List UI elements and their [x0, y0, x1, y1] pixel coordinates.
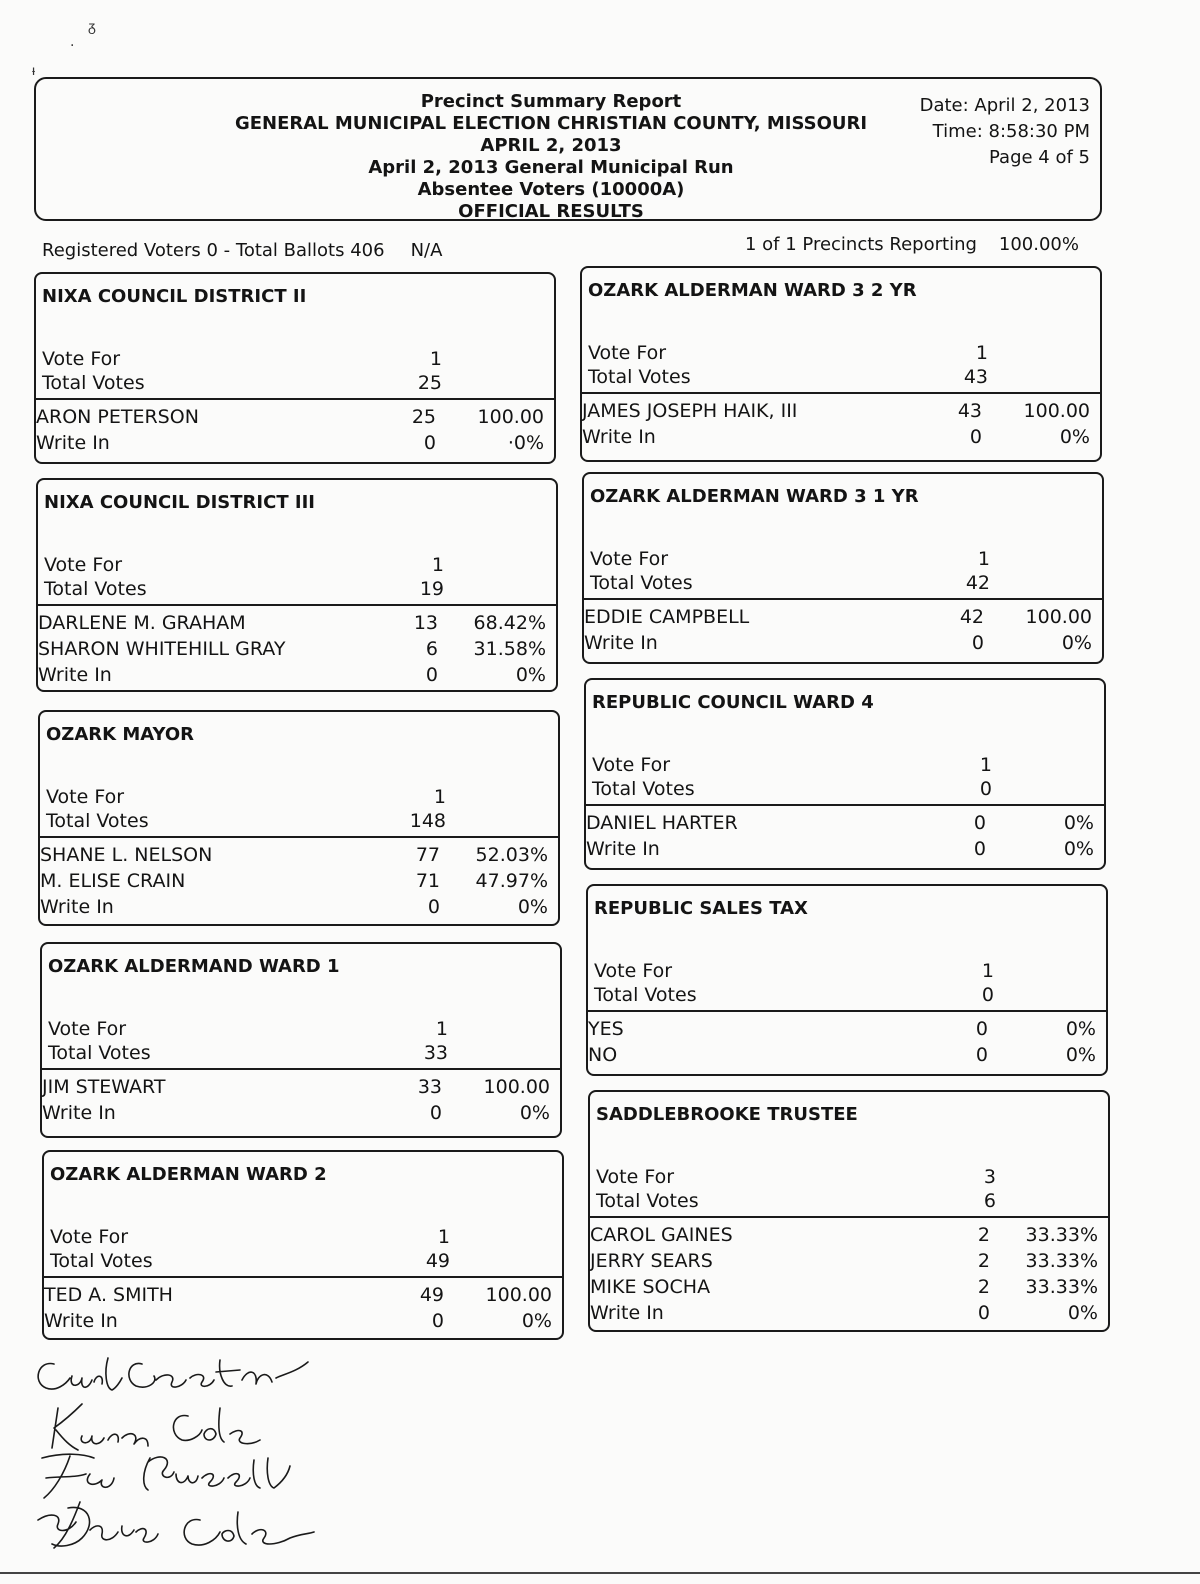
results-divider	[40, 836, 558, 838]
total-votes-value: 42	[965, 572, 990, 594]
total-votes-row	[48, 1042, 548, 1066]
total-votes-label: Total Votes	[588, 366, 691, 388]
candidate-row	[36, 432, 554, 458]
report-title: Precinct Summary Report	[420, 91, 682, 112]
candidate-percent: 100.00	[1025, 606, 1092, 628]
reporting-percent: 100.00%	[998, 234, 1079, 255]
candidate-votes: 71	[415, 870, 440, 892]
results-divider	[586, 804, 1104, 806]
candidate-name: Write In	[590, 1302, 664, 1324]
candidate-name: Write In	[586, 838, 660, 860]
vote-for-label: Vote For	[596, 1166, 675, 1188]
candidate-row	[590, 1302, 1108, 1328]
contest-box	[38, 710, 560, 926]
candidate-percent: 33.33%	[1025, 1224, 1098, 1246]
candidate-percent: 0%	[519, 1102, 550, 1124]
total-votes-row	[592, 778, 1092, 802]
candidate-percent: ·0%	[507, 432, 544, 454]
vote-for-row	[596, 1166, 1096, 1190]
vote-for-value: 1	[977, 548, 990, 570]
candidate-name: DANIEL HARTER	[586, 812, 738, 834]
vote-for-value: 1	[437, 1226, 450, 1248]
candidate-row	[586, 838, 1104, 864]
total-votes-row	[42, 372, 542, 396]
total-votes-value: 19	[419, 578, 444, 600]
page-bottom-edge	[0, 1572, 1200, 1574]
results-status: OFFICIAL RESULTS	[458, 201, 644, 222]
total-votes-label: Total Votes	[596, 1190, 699, 1212]
candidate-percent: 0%	[1059, 426, 1090, 448]
contest-title: NIXA COUNCIL DISTRICT III	[44, 492, 315, 513]
vote-for-row	[42, 348, 542, 372]
total-votes-row	[596, 1190, 1096, 1214]
vote-for-value: 1	[975, 342, 988, 364]
total-votes-value: 148	[409, 810, 446, 832]
contest-title: NIXA COUNCIL DISTRICT II	[42, 286, 307, 307]
candidate-percent: 0%	[517, 896, 548, 918]
candidate-votes: 0	[973, 838, 986, 860]
vote-for-label: Vote For	[46, 786, 125, 808]
election-date: APRIL 2, 2013	[480, 135, 622, 156]
candidate-percent: 31.58%	[473, 638, 546, 660]
vote-for-row	[48, 1018, 548, 1042]
vote-for-value: 1	[979, 754, 992, 776]
vote-for-label: Vote For	[588, 342, 667, 364]
candidate-row	[40, 870, 558, 896]
candidate-percent: 0%	[1061, 632, 1092, 654]
candidate-percent: 0%	[1063, 812, 1094, 834]
contest-box	[34, 272, 556, 464]
total-votes-row	[50, 1250, 550, 1274]
candidate-row	[586, 812, 1104, 838]
contest-box	[40, 942, 562, 1138]
total-votes-label: Total Votes	[48, 1042, 151, 1064]
candidate-percent: 0%	[1063, 838, 1094, 860]
candidate-row	[44, 1284, 562, 1310]
candidate-votes: 0	[973, 812, 986, 834]
candidate-row	[588, 1044, 1106, 1070]
vote-for-row	[594, 960, 1094, 984]
candidate-row	[38, 638, 556, 664]
candidate-name: TED A. SMITH	[44, 1284, 173, 1306]
reporting-stats	[745, 234, 1079, 255]
candidate-votes: 49	[419, 1284, 444, 1306]
candidate-votes: 77	[415, 844, 440, 866]
candidate-votes: 0	[427, 896, 440, 918]
run-name: April 2, 2013 General Municipal Run	[368, 157, 734, 178]
candidate-row	[38, 612, 556, 638]
na-label: N/A	[410, 240, 443, 261]
candidate-votes: 0	[423, 432, 436, 454]
candidate-percent: 0%	[521, 1310, 552, 1332]
candidate-name: DARLENE M. GRAHAM	[38, 612, 246, 634]
candidate-percent: 47.97%	[475, 870, 548, 892]
contest-title: OZARK ALDERMAN WARD 3 1 YR	[590, 486, 919, 507]
scan-mark: ᵼ	[32, 63, 36, 79]
results-divider	[36, 398, 554, 400]
scan-mark: ᵹ	[88, 19, 96, 35]
total-votes-row	[590, 572, 1090, 596]
candidate-row	[590, 1250, 1108, 1276]
results-divider	[38, 604, 556, 606]
vote-for-label: Vote For	[50, 1226, 129, 1248]
results-divider	[582, 392, 1100, 394]
total-votes-value: 6	[983, 1190, 996, 1212]
candidate-name: CAROL GAINES	[590, 1224, 733, 1246]
total-votes-value: 0	[979, 778, 992, 800]
candidate-votes: 0	[425, 664, 438, 686]
candidate-percent: 0%	[515, 664, 546, 686]
candidate-name: JAMES JOSEPH HAIK, III	[582, 400, 798, 422]
contest-title: OZARK ALDERMAN WARD 3 2 YR	[588, 280, 917, 301]
candidate-percent: 0%	[1065, 1018, 1096, 1040]
header-meta	[920, 93, 1090, 171]
candidate-votes: 2	[977, 1224, 990, 1246]
ballot-stats	[42, 240, 442, 261]
candidate-percent: 100.00	[1023, 400, 1090, 422]
candidate-name: NO	[588, 1044, 618, 1066]
total-votes-row	[44, 578, 544, 602]
vote-for-label: Vote For	[590, 548, 669, 570]
candidate-percent: 33.33%	[1025, 1276, 1098, 1298]
candidate-row	[42, 1076, 560, 1102]
contest-box	[582, 472, 1104, 664]
scan-mark: ·	[70, 38, 75, 54]
contest-title: SADDLEBROOKE TRUSTEE	[596, 1104, 858, 1125]
precinct-name: Absentee Voters (10000A)	[417, 179, 685, 200]
contest-title: REPUBLIC SALES TAX	[594, 898, 808, 919]
candidate-name: Write In	[584, 632, 658, 654]
results-divider	[584, 598, 1102, 600]
vote-for-value: 1	[429, 348, 442, 370]
candidate-percent: 0%	[1065, 1044, 1096, 1066]
candidate-votes: 42	[959, 606, 984, 628]
total-votes-label: Total Votes	[50, 1250, 153, 1272]
contest-title: REPUBLIC COUNCIL WARD 4	[592, 692, 874, 713]
vote-for-label: Vote For	[592, 754, 671, 776]
header-title-block	[36, 91, 1066, 223]
results-divider	[588, 1010, 1106, 1012]
candidate-name: Write In	[36, 432, 110, 454]
vote-for-row	[44, 554, 544, 578]
vote-for-value: 1	[435, 1018, 448, 1040]
report-header	[34, 77, 1102, 221]
contest-title: OZARK ALDERMAND WARD 1	[48, 956, 340, 977]
candidate-row	[36, 406, 554, 432]
candidate-votes: 0	[971, 632, 984, 654]
total-votes-label: Total Votes	[44, 578, 147, 600]
contest-box	[36, 478, 558, 692]
contest-box	[588, 1090, 1110, 1332]
page-number: Page 4 of 5	[989, 147, 1090, 168]
candidate-votes: 33	[417, 1076, 442, 1098]
contest-box	[584, 678, 1106, 870]
candidate-percent: 52.03%	[475, 844, 548, 866]
candidate-percent: 100.00	[485, 1284, 552, 1306]
candidate-votes: 2	[977, 1276, 990, 1298]
registered-voters: Registered Voters 0 - Total Ballots 406	[42, 240, 385, 261]
candidate-percent: 100.00	[477, 406, 544, 428]
total-votes-value: 0	[981, 984, 994, 1006]
candidate-name: EDDIE CAMPBELL	[584, 606, 750, 628]
candidate-votes: 0	[975, 1018, 988, 1040]
candidate-name: Write In	[582, 426, 656, 448]
total-votes-label: Total Votes	[46, 810, 149, 832]
candidate-percent: 68.42%	[473, 612, 546, 634]
candidate-row	[44, 1310, 562, 1336]
vote-for-value: 1	[431, 554, 444, 576]
total-votes-label: Total Votes	[594, 984, 697, 1006]
candidate-percent: 33.33%	[1025, 1250, 1098, 1272]
election-name: GENERAL MUNICIPAL ELECTION CHRISTIAN COUNTY, MISSOURI	[234, 113, 868, 134]
candidate-name: MIKE SOCHA	[590, 1276, 711, 1298]
total-votes-value: 49	[425, 1250, 450, 1272]
candidate-name: Write In	[44, 1310, 118, 1332]
vote-for-label: Vote For	[594, 960, 673, 982]
candidate-votes: 0	[977, 1302, 990, 1324]
contest-title: OZARK ALDERMAN WARD 2	[50, 1164, 327, 1185]
candidate-name: Write In	[38, 664, 112, 686]
candidate-votes: 0	[431, 1310, 444, 1332]
candidate-name: M. ELISE CRAIN	[40, 870, 186, 892]
candidate-votes: 0	[429, 1102, 442, 1124]
contest-box	[580, 266, 1102, 462]
candidate-votes: 2	[977, 1250, 990, 1272]
candidate-row	[590, 1224, 1108, 1250]
total-votes-row	[46, 810, 546, 834]
candidate-row	[40, 844, 558, 870]
candidate-votes: 0	[975, 1044, 988, 1066]
vote-for-row	[592, 754, 1092, 778]
candidate-name: JERRY SEARS	[590, 1250, 713, 1272]
total-votes-label: Total Votes	[590, 572, 693, 594]
candidate-row	[40, 896, 558, 922]
candidate-name: SHANE L. NELSON	[40, 844, 213, 866]
results-divider	[590, 1216, 1108, 1218]
vote-for-label: Vote For	[48, 1018, 127, 1040]
candidate-row	[38, 664, 556, 690]
candidate-votes: 0	[969, 426, 982, 448]
results-divider	[44, 1276, 562, 1278]
candidate-name: YES	[588, 1018, 624, 1040]
vote-for-row	[50, 1226, 550, 1250]
candidate-row	[42, 1102, 560, 1128]
candidate-row	[588, 1018, 1106, 1044]
total-votes-value: 43	[963, 366, 988, 388]
candidate-name: SHARON WHITEHILL GRAY	[38, 638, 286, 660]
vote-for-row	[46, 786, 546, 810]
vote-for-value: 1	[433, 786, 446, 808]
candidate-votes: 43	[957, 400, 982, 422]
candidate-votes: 13	[413, 612, 438, 634]
contest-box	[586, 884, 1108, 1076]
candidate-name: Write In	[40, 896, 114, 918]
candidate-name: ARON PETERSON	[36, 406, 199, 428]
candidate-row	[582, 400, 1100, 426]
total-votes-value: 25	[417, 372, 442, 394]
precincts-reporting: 1 of 1 Precincts Reporting	[745, 234, 977, 255]
candidate-votes: 6	[425, 638, 438, 660]
candidate-row	[590, 1276, 1108, 1302]
vote-for-row	[588, 342, 1088, 366]
total-votes-value: 33	[423, 1042, 448, 1064]
candidate-name: JIM STEWART	[42, 1076, 166, 1098]
total-votes-row	[588, 366, 1088, 390]
candidate-row	[584, 632, 1102, 658]
contest-title: OZARK MAYOR	[46, 724, 195, 745]
vote-for-label: Vote For	[42, 348, 121, 370]
candidate-row	[584, 606, 1102, 632]
candidate-votes: 25	[411, 406, 436, 428]
report-date: Date: April 2, 2013	[919, 95, 1090, 116]
candidate-row	[582, 426, 1100, 452]
total-votes-label: Total Votes	[42, 372, 145, 394]
results-divider	[42, 1068, 560, 1070]
report-time: Time: 8:58:30 PM	[932, 121, 1090, 142]
candidate-name: Write In	[42, 1102, 116, 1124]
candidate-percent: 0%	[1067, 1302, 1098, 1324]
vote-for-row	[590, 548, 1090, 572]
candidate-percent: 100.00	[483, 1076, 550, 1098]
total-votes-label: Total Votes	[592, 778, 695, 800]
total-votes-row	[594, 984, 1094, 1008]
vote-for-value: 3	[983, 1166, 996, 1188]
contest-box	[42, 1150, 564, 1340]
vote-for-label: Vote For	[44, 554, 123, 576]
handwritten-signatures	[24, 1348, 344, 1558]
vote-for-value: 1	[981, 960, 994, 982]
